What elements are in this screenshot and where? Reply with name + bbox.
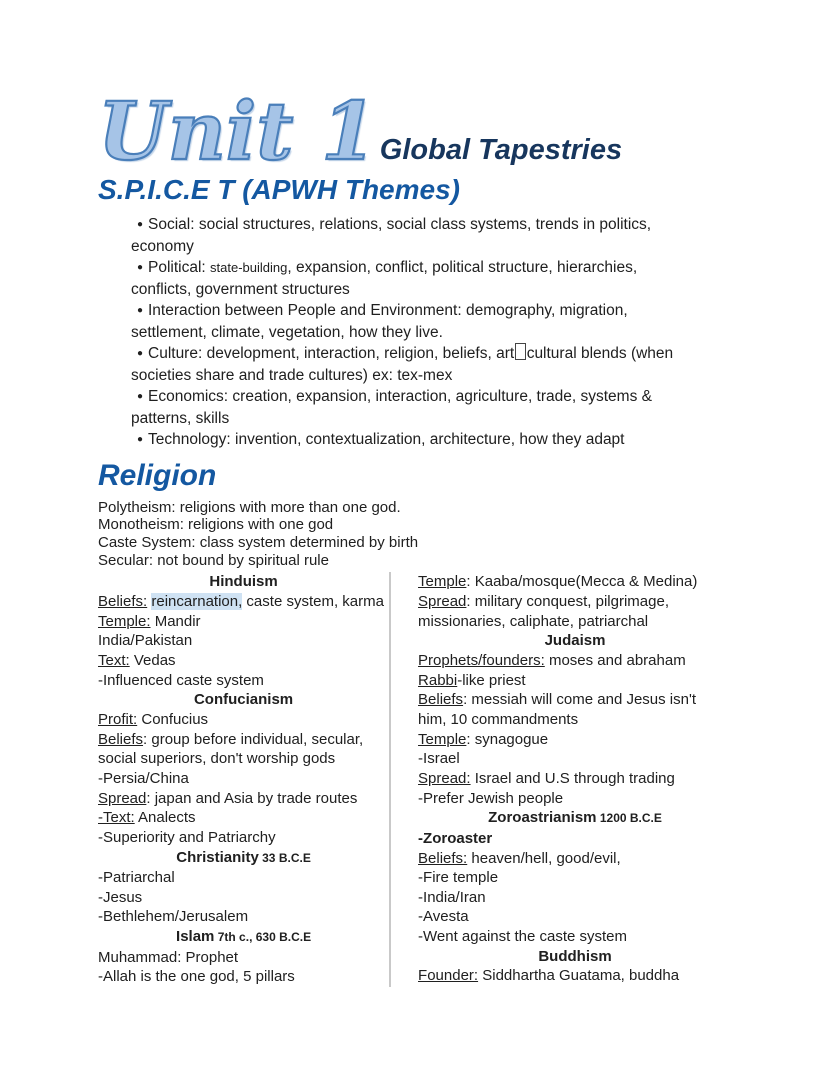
text-segment: Beliefs: — [98, 592, 148, 610]
note-line — [98, 948, 389, 968]
note-line — [418, 966, 732, 986]
note-line — [418, 651, 732, 671]
text-segment: heaven/hell, good/evil, — [467, 849, 621, 867]
text-segment: Political: — [148, 259, 211, 276]
text-segment: : Kaaba/mosque(Mecca & Medina) — [466, 573, 698, 591]
text-segment: India/Pakistan — [98, 632, 193, 650]
religion-section-heading — [418, 947, 732, 967]
note-line — [418, 868, 732, 888]
text-segment: Culture: development, interaction, religion, beliefs, art — [148, 345, 515, 362]
note-line — [98, 769, 389, 789]
text-segment: missionaries, caliphate, patriarchal — [418, 612, 649, 630]
text-segment: 7th c., 630 B.C.E — [214, 930, 312, 945]
religion-section-heading — [98, 848, 389, 869]
text-segment: -Jesus — [98, 888, 143, 906]
religion-heading: Religion — [98, 458, 217, 492]
text-segment: -India/Iran — [418, 888, 486, 906]
text-segment: -Patriarchal — [98, 869, 175, 887]
religion-section-heading — [418, 631, 732, 651]
religion-section-heading — [98, 927, 389, 948]
text-segment: Buddhism — [538, 947, 612, 965]
religion-section-heading — [98, 690, 389, 710]
religion-columns — [98, 572, 732, 987]
text-segment: Economics: creation, expansion, interaction, agriculture, trade, systems & patterns, skills — [131, 388, 652, 427]
text-segment: Analects — [134, 809, 196, 827]
text-segment: -Avesta — [418, 908, 469, 926]
note-line — [418, 612, 732, 632]
unit-subtitle: Global Tapestries — [379, 134, 623, 166]
text-segment: -Zoroaster — [418, 829, 493, 847]
religion-section-heading — [418, 808, 732, 829]
note-line — [98, 631, 389, 651]
note-line — [98, 888, 389, 908]
definition-line: Caste System: class system determined by birth — [98, 533, 419, 551]
definition-line: Monotheism: religions with one god — [98, 516, 334, 534]
themes-heading: S.P.I.C.E T (APWH Themes) — [98, 174, 460, 205]
unit-title: Unit 1 — [98, 84, 377, 178]
text-segment: -like priest — [457, 671, 526, 689]
text-segment: Vedas — [129, 651, 176, 669]
text-segment: -Fire temple — [418, 869, 499, 887]
text-segment: state-building — [210, 260, 288, 275]
text-segment: social superiors, don't worship gods — [98, 750, 336, 768]
note-line — [98, 789, 389, 809]
note-line — [98, 808, 389, 828]
text-segment: : japan and Asia by trade routes — [146, 789, 358, 807]
note-line — [98, 612, 389, 632]
text-segment: Spread: — [418, 769, 471, 787]
text-segment: Temple — [418, 730, 467, 748]
note-line — [418, 592, 732, 612]
text-segment: , expansion, conflict, political structure, hierarchies, conflicts, government structures — [131, 259, 638, 298]
text-segment: Spread — [418, 592, 467, 610]
note-line — [418, 690, 732, 710]
note-line — [98, 828, 389, 848]
theme-item — [98, 300, 698, 343]
note-line — [418, 710, 732, 730]
column-divider — [389, 572, 391, 987]
text-segment: -Bethlehem/Jerusalem — [98, 908, 249, 926]
note-line — [418, 769, 732, 789]
text-segment: Islam — [176, 928, 215, 946]
text-segment: Beliefs — [98, 730, 144, 748]
text-segment: 1200 B.C.E — [596, 811, 662, 826]
note-line — [418, 789, 732, 809]
text-segment: Social: social structures, relations, social class systems, trends in politics, economy — [131, 216, 652, 255]
text-segment: Beliefs — [418, 691, 464, 709]
text-segment: Prophets/founders: — [418, 651, 545, 669]
text-segment: -Israel — [418, 750, 460, 768]
text-segment: -Influenced caste system — [98, 671, 264, 689]
text-segment: Temple: — [98, 612, 151, 630]
text-segment: : synagogue — [466, 730, 549, 748]
text-segment: Christianity — [176, 848, 259, 866]
text-segment: Israel and U.S through trading — [470, 769, 675, 787]
text-segment: Founder: — [418, 967, 479, 985]
text-segment: : military conquest, pilgrimage, — [466, 592, 669, 610]
note-line — [418, 829, 732, 849]
note-line — [98, 868, 389, 888]
text-segment: Judaism — [544, 632, 606, 650]
text-segment: Technology: invention, contextualization, architecture, how they adapt — [148, 431, 625, 448]
religion-column-left — [98, 572, 389, 987]
note-line — [98, 710, 389, 730]
text-segment: Interaction between People and Environment: demography, migration, settlement, climate, vegetation, how they live. — [131, 302, 628, 341]
theme-item — [98, 257, 698, 300]
note-line — [418, 671, 732, 691]
note-line — [418, 572, 732, 592]
definition-line: Secular: not bound by spiritual rule — [98, 551, 329, 569]
text-segment: Profit: — [98, 710, 138, 728]
note-line — [418, 730, 732, 750]
text-segment: Confucius — [137, 710, 209, 728]
title-row — [98, 84, 732, 178]
note-line — [98, 749, 389, 769]
text-segment: 33 B.C.E — [258, 850, 311, 865]
text-segment: Zoroastrianism — [488, 809, 597, 827]
text-segment: -Persia/China — [98, 769, 189, 787]
text-segment: Rabbi — [418, 671, 458, 689]
note-line — [418, 927, 732, 947]
themes-list — [98, 214, 698, 451]
theme-item — [98, 386, 698, 429]
text-segment: -Text: — [98, 809, 135, 827]
note-line — [418, 907, 732, 927]
theme-item — [98, 429, 698, 451]
definition-line: Polytheism: religions with more than one god. — [98, 498, 401, 516]
note-line — [98, 730, 389, 750]
note-line — [98, 592, 389, 612]
religion-definitions — [98, 499, 732, 570]
text-segment: him, 10 commandments — [418, 710, 579, 728]
theme-item — [98, 343, 698, 386]
theme-item — [98, 214, 698, 257]
text-segment: Text: — [98, 651, 130, 669]
note-line — [418, 749, 732, 769]
missing-glyph-box — [515, 343, 526, 360]
note-line — [98, 671, 389, 691]
text-segment: cultural blends (when societies share and trade cultures) ex: tex-mex — [131, 345, 674, 384]
text-segment: Beliefs: — [418, 849, 468, 867]
text-segment: -Allah is the one god, 5 pillars — [98, 968, 295, 986]
note-line — [98, 907, 389, 927]
text-segment: Mandir — [150, 612, 201, 630]
text-segment: : messiah will come and Jesus isn't — [463, 691, 697, 709]
text-segment: Muhammad: Prophet — [98, 948, 239, 966]
religion-section-heading — [98, 572, 389, 592]
text-segment: Spread — [98, 789, 147, 807]
text-segment: Temple — [418, 573, 467, 591]
text-segment: -Went against the caste system — [418, 928, 628, 946]
note-line — [418, 888, 732, 908]
text-segment: -Prefer Jewish people — [418, 789, 564, 807]
text-segment: : group before individual, secular, — [143, 730, 364, 748]
note-line — [98, 967, 389, 987]
text-segment: Hinduism — [209, 573, 278, 591]
note-line — [418, 849, 732, 869]
text-segment: Siddhartha Guatama, buddha — [478, 967, 680, 985]
religion-column-right — [418, 572, 732, 987]
text-segment: caste system, karma — [242, 592, 384, 610]
note-line — [98, 651, 389, 671]
text-segment: moses and abraham — [544, 651, 686, 669]
highlighted-text: reincarnation, — [151, 592, 243, 610]
text-segment: -Superiority and Patriarchy — [98, 828, 276, 846]
text-segment: Confucianism — [193, 691, 294, 709]
